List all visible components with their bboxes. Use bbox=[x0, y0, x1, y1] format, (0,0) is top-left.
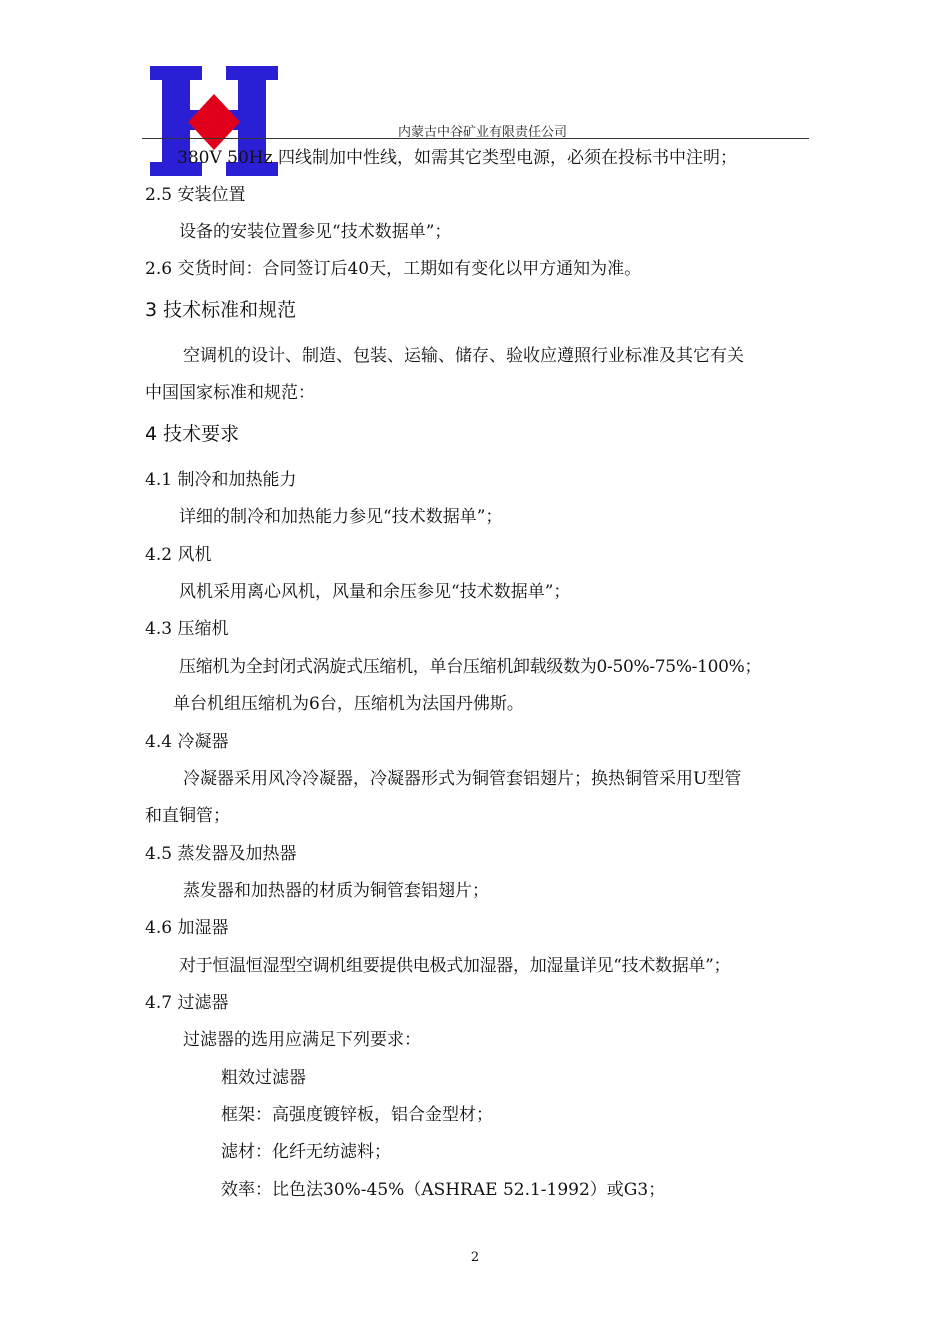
text-line: 风机采用离心风机，风量和余压参见“技术数据单”； bbox=[179, 582, 571, 602]
text-line: 单台机组压缩机为6台，压缩机为法国丹佛斯。 bbox=[173, 694, 524, 714]
text-line: 蒸发器和加热器的材质为铜管套铝翅片； bbox=[183, 881, 489, 901]
text-line: 对于恒温恒湿型空调机组要提供电极式加湿器，加湿量详见“技术数据单”； bbox=[179, 956, 731, 976]
text-line: 效率：比色法30%-45%（ASHRAE 52.1-1992）或G3； bbox=[221, 1180, 666, 1200]
chapter-heading: 4 技术要求 bbox=[145, 423, 240, 445]
section-heading: 4.7 过滤器 bbox=[145, 993, 229, 1013]
header-company-name: 内蒙古中谷矿业有限责任公司 bbox=[398, 125, 568, 140]
text-line: 粗效过滤器 bbox=[221, 1068, 306, 1088]
text-line: 过滤器的选用应满足下列要求： bbox=[183, 1030, 421, 1050]
section-heading: 4.1 制冷和加热能力 bbox=[145, 470, 297, 490]
text-line: 中国国家标准和规范： bbox=[145, 383, 315, 403]
header-divider bbox=[142, 138, 809, 139]
text-line: 380V 50Hz 四线制加中性线，如需其它类型电源，必须在投标书中注明； bbox=[177, 148, 737, 168]
text-line: 和直铜管； bbox=[145, 806, 230, 826]
section-heading: 4.6 加湿器 bbox=[145, 918, 229, 938]
section-heading: 2.5 安装位置 bbox=[145, 185, 246, 205]
text-line: 滤材：化纤无纺滤料； bbox=[221, 1142, 391, 1162]
text-line: 框架：高强度镀锌板，铝合金型材； bbox=[221, 1105, 493, 1125]
section-heading: 4.4 冷凝器 bbox=[145, 732, 229, 752]
section-heading: 4.5 蒸发器及加热器 bbox=[145, 844, 297, 864]
text-line: 设备的安装位置参见“技术数据单”； bbox=[179, 222, 452, 242]
page-number: 2 bbox=[470, 1250, 480, 1265]
section-heading: 4.2 风机 bbox=[145, 545, 212, 565]
section-heading: 4.3 压缩机 bbox=[145, 619, 229, 639]
text-line: 空调机的设计、制造、包装、运输、储存、验收应遵照行业标准及其它有关 bbox=[183, 346, 744, 366]
text-line: 冷凝器采用风冷冷凝器，冷凝器形式为铜管套铝翅片；换热铜管采用U型管 bbox=[183, 769, 742, 789]
text-line: 压缩机为全封闭式涡旋式压缩机，单台压缩机卸载级数为0-50%-75%-100%； bbox=[179, 657, 762, 677]
chapter-heading: 3 技术标准和规范 bbox=[145, 299, 297, 321]
text-line: 2.6 交货时间：合同签订后40天，工期如有变化以甲方通知为准。 bbox=[145, 259, 642, 279]
text-line: 详细的制冷和加热能力参见“技术数据单”； bbox=[179, 507, 503, 527]
